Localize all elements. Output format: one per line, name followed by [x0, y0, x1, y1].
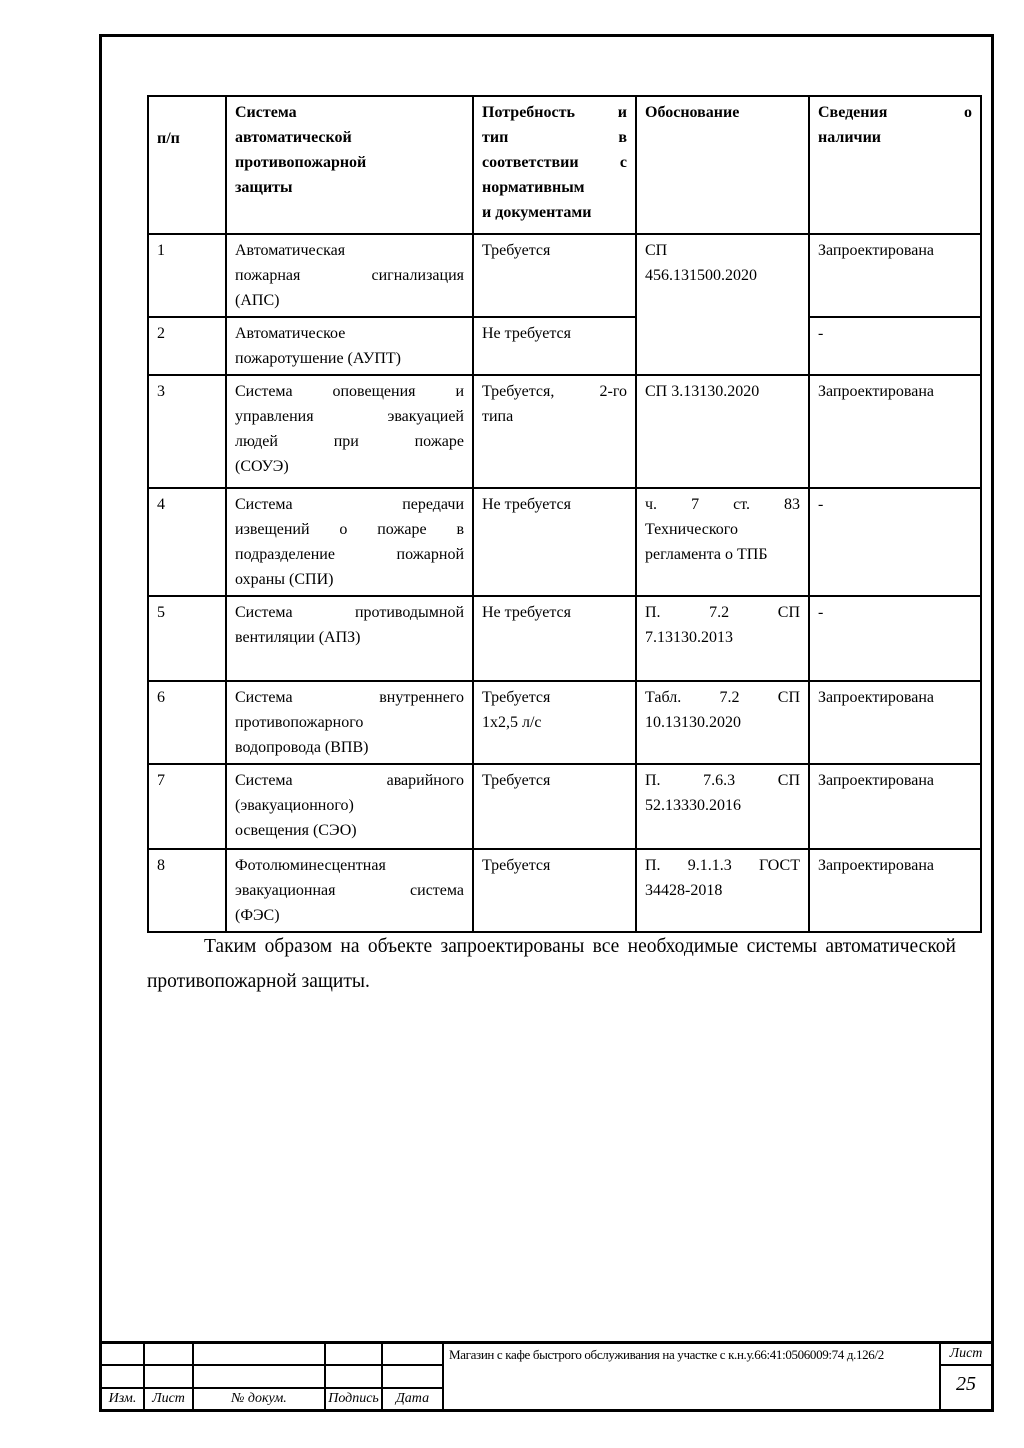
cell-system: Система оповещения и управления эвакуацией людей при пожаре (СОУЭ) [226, 375, 473, 488]
header-availability: Сведения о наличии [809, 96, 981, 234]
cell-num: 4 [148, 488, 226, 596]
cell-availability: Запроектирована [809, 764, 981, 849]
sheet-number: 25 [956, 1373, 976, 1395]
cell-system: Система внутреннего противопожарного водопровода (ВПВ) [226, 681, 473, 764]
table-row [148, 849, 981, 932]
stamp-empty-row [102, 1344, 443, 1365]
header-system: Система автоматической противопожарной защиты [226, 96, 473, 234]
table-row [148, 317, 981, 375]
cell-num: 2 [148, 317, 226, 375]
cell-basis: СП 456.131500.2020 [636, 234, 809, 375]
table-row [148, 375, 981, 488]
stamp-cell-empty [382, 1344, 443, 1365]
stamp-cell-empty [325, 1344, 382, 1365]
cell-availability: Запроектирована [809, 849, 981, 932]
fire-systems-table [147, 95, 982, 933]
cell-system: Автоматическое пожаротушение (АУПТ) [226, 317, 473, 375]
cell-system: Система передачи извещений о пожаре в подразделение пожарной охраны (СПИ) [226, 488, 473, 596]
table-row [148, 764, 981, 849]
stamp-revision-table [102, 1344, 444, 1409]
cell-system: Автоматическая пожарная сигнализация (АПС) [226, 234, 473, 317]
title-block [102, 1341, 991, 1409]
cell-need: Требуется [473, 764, 636, 849]
cell-availability: - [809, 317, 981, 375]
stamp-label-doc-num: № докум. [193, 1388, 325, 1409]
stamp-label-list: Лист [144, 1388, 193, 1409]
stamp-empty-row [102, 1365, 443, 1388]
cell-need: Не требуется [473, 317, 636, 375]
stamp-sheet-cell [939, 1344, 991, 1409]
table-row [148, 488, 981, 596]
stamp-label-sign: Подпись [325, 1388, 382, 1409]
summary-paragraph: Таким образом на объекте запроектированы все необходимые системы автоматической противопожарной защиты. [147, 936, 956, 992]
cell-basis: Табл. 7.2 СП 10.13130.2020 [636, 681, 809, 764]
cell-need: Требуется 1х2,5 л/с [473, 681, 636, 764]
cell-availability: Запроектирована [809, 375, 981, 488]
cell-basis: П. 9.1.1.3 ГОСТ 34428-2018 [636, 849, 809, 932]
cell-num: 8 [148, 849, 226, 932]
stamp-cell-empty [325, 1365, 382, 1388]
table-row [148, 596, 981, 681]
table-row [148, 234, 981, 317]
cell-basis: ч. 7 ст. 83 Технического регламента о ТПБ [636, 488, 809, 596]
cell-need: Требуется, 2-го типа [473, 375, 636, 488]
stamp-label-date: Дата [382, 1388, 443, 1409]
header-basis: Обоснование [636, 96, 809, 234]
header-num: п/п [148, 96, 226, 234]
stamp-label-izm: Изм. [102, 1388, 144, 1409]
cell-availability: - [809, 488, 981, 596]
cell-need: Не требуется [473, 596, 636, 681]
project-title: Магазин с кафе быстрого обслуживания на участке с к.н.у.66:41:0506009:74 д.126/2 [449, 1347, 884, 1362]
cell-availability: - [809, 596, 981, 681]
cell-num: 6 [148, 681, 226, 764]
cell-basis: П. 7.2 СП 7.13130.2013 [636, 596, 809, 681]
cell-need: Не требуется [473, 488, 636, 596]
stamp-cell-empty [193, 1365, 325, 1388]
cell-basis: П. 7.6.3 СП 52.13330.2016 [636, 764, 809, 849]
stamp-cell-empty [102, 1365, 144, 1388]
cell-basis: СП 3.13130.2020 [636, 375, 809, 488]
stamp-cell-empty [382, 1365, 443, 1388]
cell-num: 7 [148, 764, 226, 849]
stamp-labels-row [102, 1388, 443, 1409]
cell-availability: Запроектирована [809, 681, 981, 764]
cell-num: 5 [148, 596, 226, 681]
header-need: Потребность и тип в соответствии с нормативным и документами [473, 96, 636, 234]
stamp-cell-empty [144, 1365, 193, 1388]
cell-num: 1 [148, 234, 226, 317]
cell-need: Требуется [473, 849, 636, 932]
cell-availability: Запроектирована [809, 234, 981, 317]
stamp-title-cell [444, 1344, 939, 1409]
cell-system: Система аварийного (эвакуационного) освещения (СЭО) [226, 764, 473, 849]
table-row [148, 681, 981, 764]
stamp-cell-empty [102, 1344, 144, 1365]
table-header-row [148, 96, 981, 234]
cell-system: Фотолюминесцентная эвакуационная система (ФЭС) [226, 849, 473, 932]
stamp-cell-empty [144, 1344, 193, 1365]
sheet-label: Лист [941, 1344, 991, 1366]
stamp-cell-empty [193, 1344, 325, 1365]
cell-num: 3 [148, 375, 226, 488]
cell-need: Требуется [473, 234, 636, 317]
cell-system: Система противодымной вентиляции (АПЗ) [226, 596, 473, 681]
